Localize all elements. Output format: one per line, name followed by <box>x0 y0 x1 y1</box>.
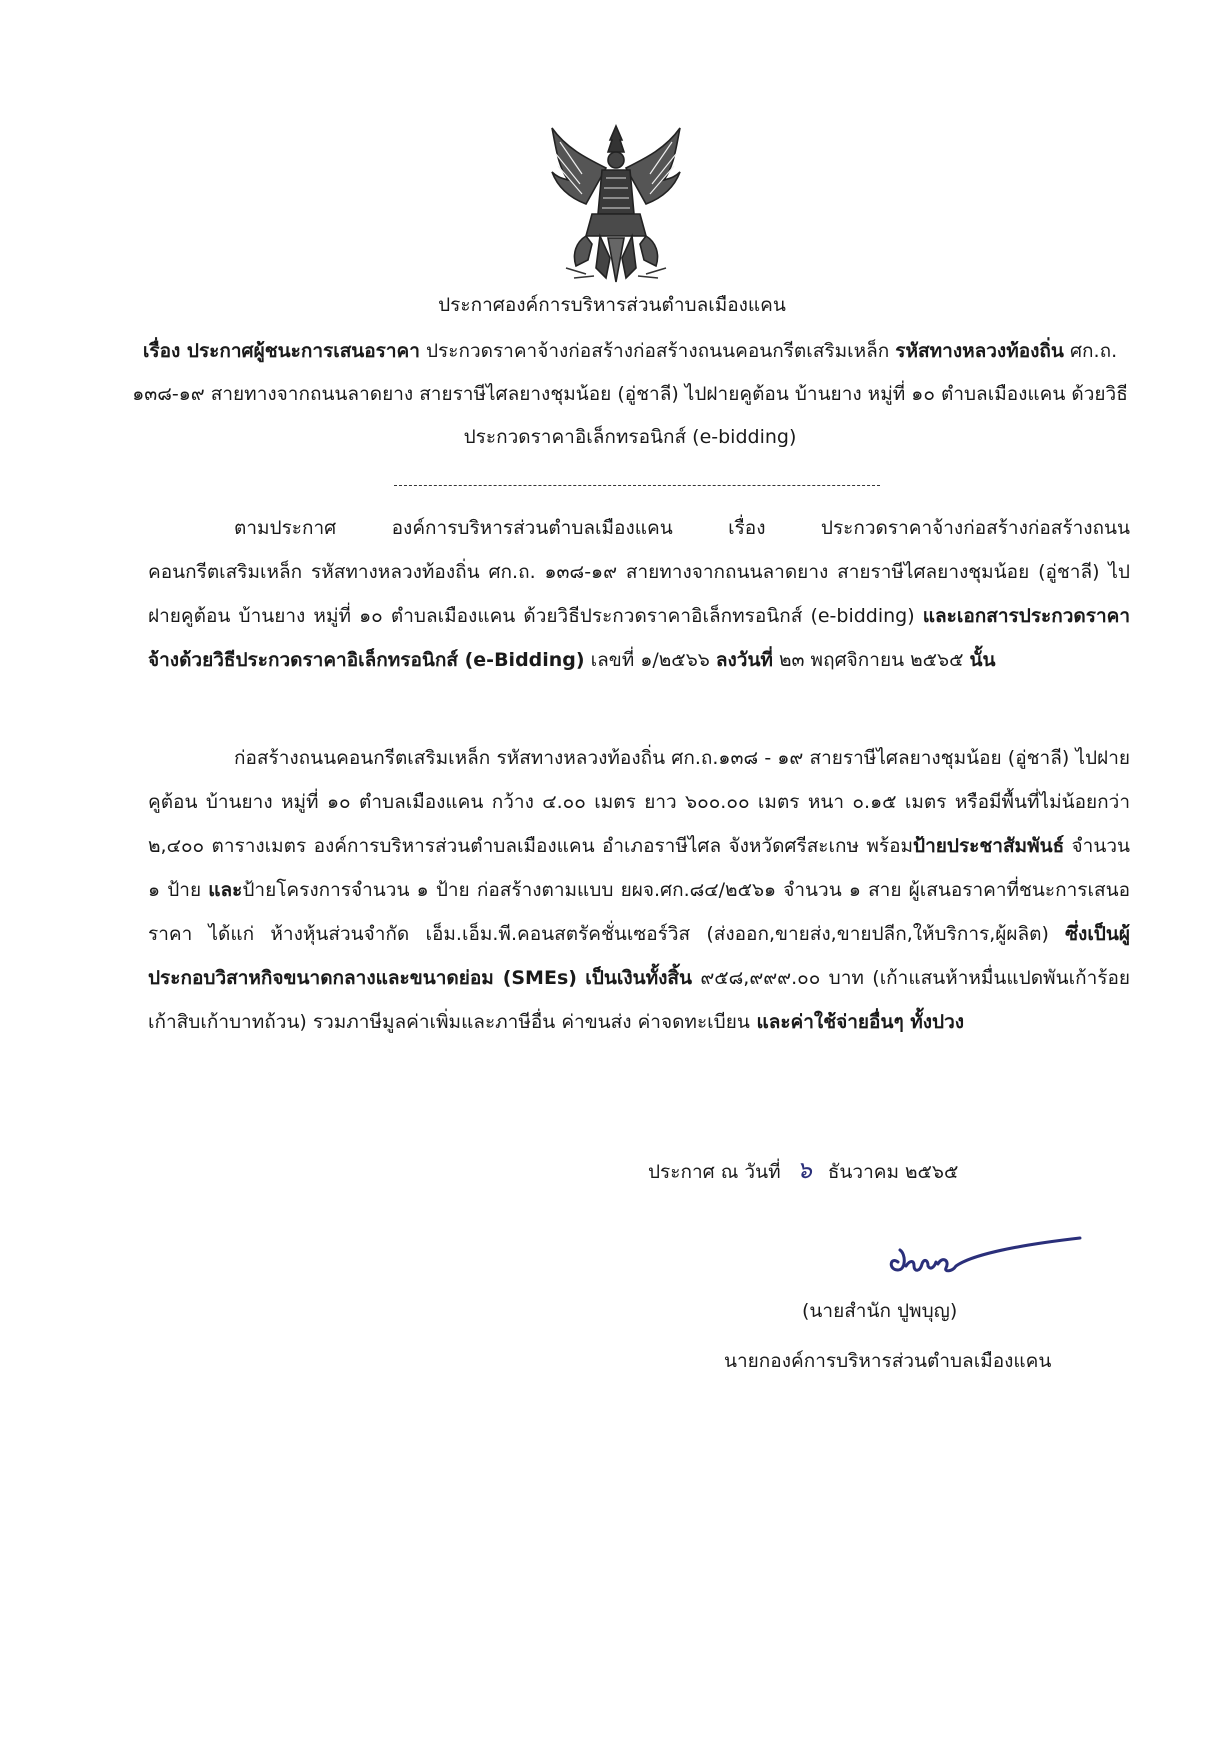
date-day-handwritten: ๖ <box>796 1156 812 1184</box>
date-prefix: ประกาศ ณ วันที่ <box>648 1161 781 1183</box>
p1-text-d: ลงวันที่ <box>715 649 773 671</box>
p2-text-k: และค่าใช้จ่ายอื่นๆ ทั้งปวง <box>749 1011 965 1033</box>
p2-text-i: ๙๕๘,๙๙๙.๐๐ บาท (เก้าแสนห้าหมื่นแปดพันเก้าร้อยเก้าสิบเก้าบาทถ้วน) <box>148 967 1130 1033</box>
subject-block <box>130 330 1130 459</box>
p2-text-c: จำนวน ๑ ป้าย <box>148 835 1130 901</box>
signer-title: นายกองค์การบริหารส่วนตำบลเมืองแคน <box>724 1350 1052 1372</box>
p1-text-c: เลขที่ ๑/๒๕๖๖ <box>584 649 716 671</box>
signature-mark <box>870 1226 1090 1296</box>
p2-text-b: ป้ายประชาสัมพันธ์ <box>913 835 1065 857</box>
p1-text-e: ๒๓ พฤศจิกายน ๒๕๖๕ <box>772 649 970 671</box>
divider-dashed <box>394 485 880 486</box>
date-suffix: ธันวาคม ๒๕๖๕ <box>827 1161 959 1183</box>
garuda-emblem <box>546 118 686 286</box>
subject-middle: ประกวดราคาจ้างก่อสร้างก่อสร้างถนนคอนกรีตเสริมเหล็ก <box>419 340 896 362</box>
paragraph-1 <box>148 506 1130 682</box>
p2-text-a: ก่อสร้างถนนคอนกรีตเสริมเหล็ก รหัสทางหลวงท้องถิ่น ศก.ถ.๑๓๘ - ๑๙ สายราษีไศลยางชุมน้อย (อู่ชาลี) ไปฝายคูต้อน บ้านยาง หมู่ที่ ๑๐ ตำบลเมืองแคน กว้าง ๔.๐๐ เมตร ยาว ๖๐๐.๐๐ เมตร หนา ๐.๑๕ เมตร หรือมีพื้นที่ไม่น้อยกว่า ๒,๔๐๐ ตารางเมตร องค์การบริหารส่วนตำบลเมืองแคน อำเภอราษีไศล จังหวัดศรีสะเกษ พร้อม <box>148 747 1130 857</box>
subject-prefix: เรื่อง ประกาศผู้ชนะการเสนอราคา <box>142 340 420 362</box>
announcement-date <box>648 1150 958 1189</box>
p1-text-f: นั้น <box>969 649 996 671</box>
paragraph-2 <box>148 736 1130 1044</box>
p2-text-j: รวมภาษีมูลค่าเพิ่มและภาษีอื่น ค่าขนส่ง ค่าจดทะเบียน <box>312 1011 750 1033</box>
p2-text-d: และ <box>208 879 243 901</box>
p1-text-b: และเอกสารประกวดราคาจ้างด้วยวิธีประกวดราคาอิเล็กทรอนิกส์ (e-Bidding) <box>148 605 1130 671</box>
p2-text-h: เป็นเงินทั้งสิ้น <box>585 967 692 989</box>
subject-code-label: รหัสทางหลวงท้องถิ่น <box>895 340 1064 362</box>
subject-rest: ศก.ถ. ๑๓๘-๑๙ สายทางจากถนนลาดยาง สายราษีไศลยางชุมน้อย (อู่ชาลี) ไปฝายคูต้อน บ้านยาง หมู่ที่ ๑๐ ตำบลเมืองแคน ด้วยวิธีประกวดราคาอิเล็กทรอนิกส์ (e-bidding) <box>132 340 1128 448</box>
signer-name: (นายสำนัก ปูพบุญ) <box>802 1300 958 1322</box>
p2-text-e: ป้ายโครงการจำนวน ๑ ป้าย ก่อสร้างตามแบบ ยผจ.ศก.๘๔/๒๕๖๑ จำนวน ๑ สาย ผู้เสนอราคาที่ชนะการเสนอราคา ได้แก่ ห้างหุ้นส่วนจำกัด เอ็ม.เอ็ม.พี.คอนสตรัคชั่นเซอร์วิส (ส่งออก,ขายส่ง,ขายปลีก,ให้บริการ,ผู้ผลิต) <box>148 879 1130 945</box>
org-announcement-heading: ประกาศองค์การบริหารส่วนตำบลเมืองแคน <box>438 294 786 316</box>
p2-text-f: ซึ่งเป็นผู้ประกอบวิสาหกิจขนาดกลางและขนาดย่อม (SMEs) <box>148 923 1130 989</box>
p1-text-a: ตามประกาศ องค์การบริหารส่วนตำบลเมืองแคน เรื่อง ประกวดราคาจ้างก่อสร้างก่อสร้างถนนคอนกรีตเสริมเหล็ก รหัสทางหลวงท้องถิ่น ศก.ถ. ๑๓๘-๑๙ สายทางจากถนนลาดยาง สายราษีไศลยางชุมน้อย (อู่ชาลี) ไปฝายคูต้อน บ้านยาง หมู่ที่ ๑๐ ตำบลเมืองแคน ด้วยวิธีประกวดราคาอิเล็กทรอนิกส์ (e-bidding) <box>148 517 1130 627</box>
